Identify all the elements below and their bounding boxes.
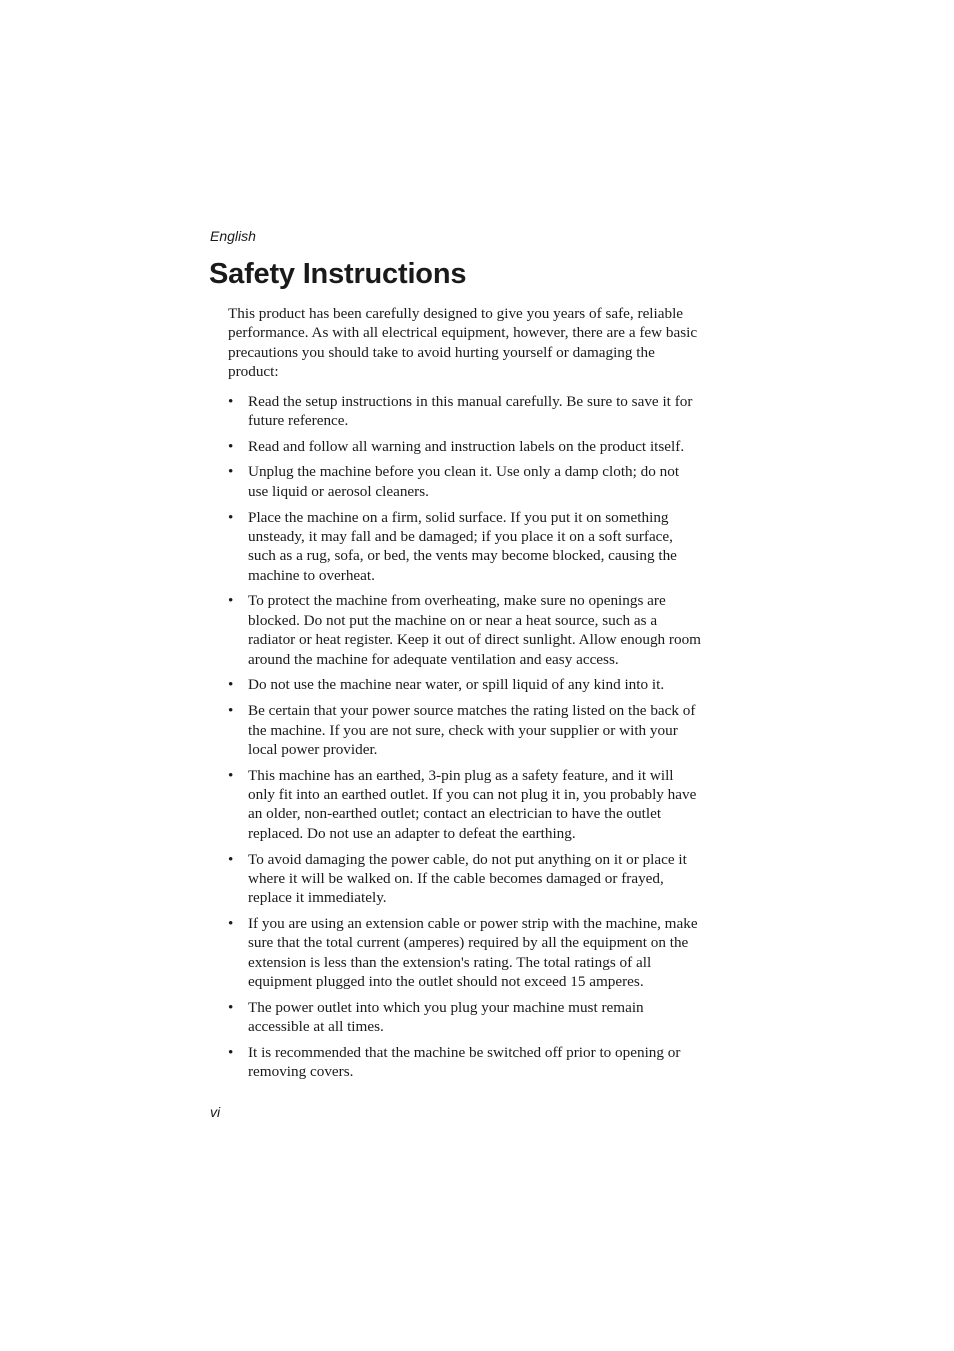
list-item-text: Unplug the machine before you clean it. Use only a damp cloth; do not use liquid or aerosol cleaners. [248, 463, 680, 500]
list-item [228, 392, 703, 431]
bullet-icon: • [228, 437, 234, 455]
list-item-text: Place the machine on a firm, solid surface. If you put it on something unsteady, it may fall and be damaged; if you place it on a soft surface, such as a rug, sofa, or bed, the vents may become blocked, causing the machine to overheat. [248, 508, 677, 584]
page-title: Safety Instructions [209, 258, 467, 290]
list-item-text: Read and follow all warning and instruction labels on the product itself. [248, 437, 685, 455]
bullet-icon: • [228, 463, 234, 481]
list-item-text: Do not use the machine near water, or spill liquid of any kind into it. [248, 676, 665, 694]
bullet-icon: • [228, 850, 234, 868]
safety-instructions-list [228, 392, 703, 1082]
list-item [228, 437, 703, 456]
list-item [228, 998, 703, 1037]
section-label: English [210, 228, 256, 244]
list-item [228, 701, 703, 759]
list-item [228, 766, 703, 844]
list-item-text: It is recommended that the machine be switched off prior to opening or removing covers. [248, 1044, 681, 1081]
bullet-icon: • [228, 998, 234, 1016]
list-item-text: This machine has an earthed, 3-pin plug as a safety feature, and it will only fit into an earthed outlet. If you can not plug it in, you probably have an older, non-earthed outlet; contact an electrician to have the outlet replaced. Do not use an adapter to defeat the earthing. [248, 766, 697, 842]
list-item [228, 675, 703, 694]
list-item-text: The power outlet into which you plug your machine must remain accessible at all times. [248, 998, 644, 1036]
bullet-icon: • [228, 766, 234, 784]
bullet-icon: • [228, 676, 234, 694]
bullet-icon: • [228, 915, 234, 933]
list-item [228, 1043, 703, 1082]
list-item-text: Read the setup instructions in this manual carefully. Be sure to save it for future reference. [248, 392, 693, 430]
list-item-text: If you are using an extension cable or power strip with the machine, make sure that the total current (amperes) required by all the equipment on the extension is less than the extension's rating. The total ratings of all equipment plugged into the outlet should not exceed 15 amperes. [248, 915, 698, 991]
bullet-icon: • [228, 1044, 234, 1062]
list-item [228, 850, 703, 908]
intro-paragraph: This product has been carefully designed to give you years of safe, reliable performance. As with all electrical equipment, however, there are a few basic precautions you should take to avoid hurting yourself or damaging the product: [228, 305, 698, 381]
list-item [228, 914, 703, 992]
body-text [228, 304, 703, 1088]
list-item-text: To protect the machine from overheating, make sure no openings are blocked. Do not put the machine on or near a heat source, such as a radiator or heat register. Keep it out of direct sunlight. Allow enough room around the machine for adequate ventilation and easy access. [248, 592, 701, 668]
list-item-text: To avoid damaging the power cable, do not put anything on it or place it where it will be walked on. If the cable becomes damaged or frayed, replace it immediately. [248, 850, 687, 907]
bullet-icon: • [228, 508, 234, 526]
bullet-icon: • [228, 392, 234, 410]
list-item [228, 462, 703, 501]
list-item [228, 591, 703, 669]
list-item [228, 508, 703, 586]
list-item-text: Be certain that your power source matches the rating listed on the back of the machine. If you are not sure, check with your supplier or with your local power provider. [248, 702, 696, 758]
bullet-icon: • [228, 592, 234, 610]
bullet-icon: • [228, 702, 234, 720]
page-number: vi [210, 1104, 221, 1120]
